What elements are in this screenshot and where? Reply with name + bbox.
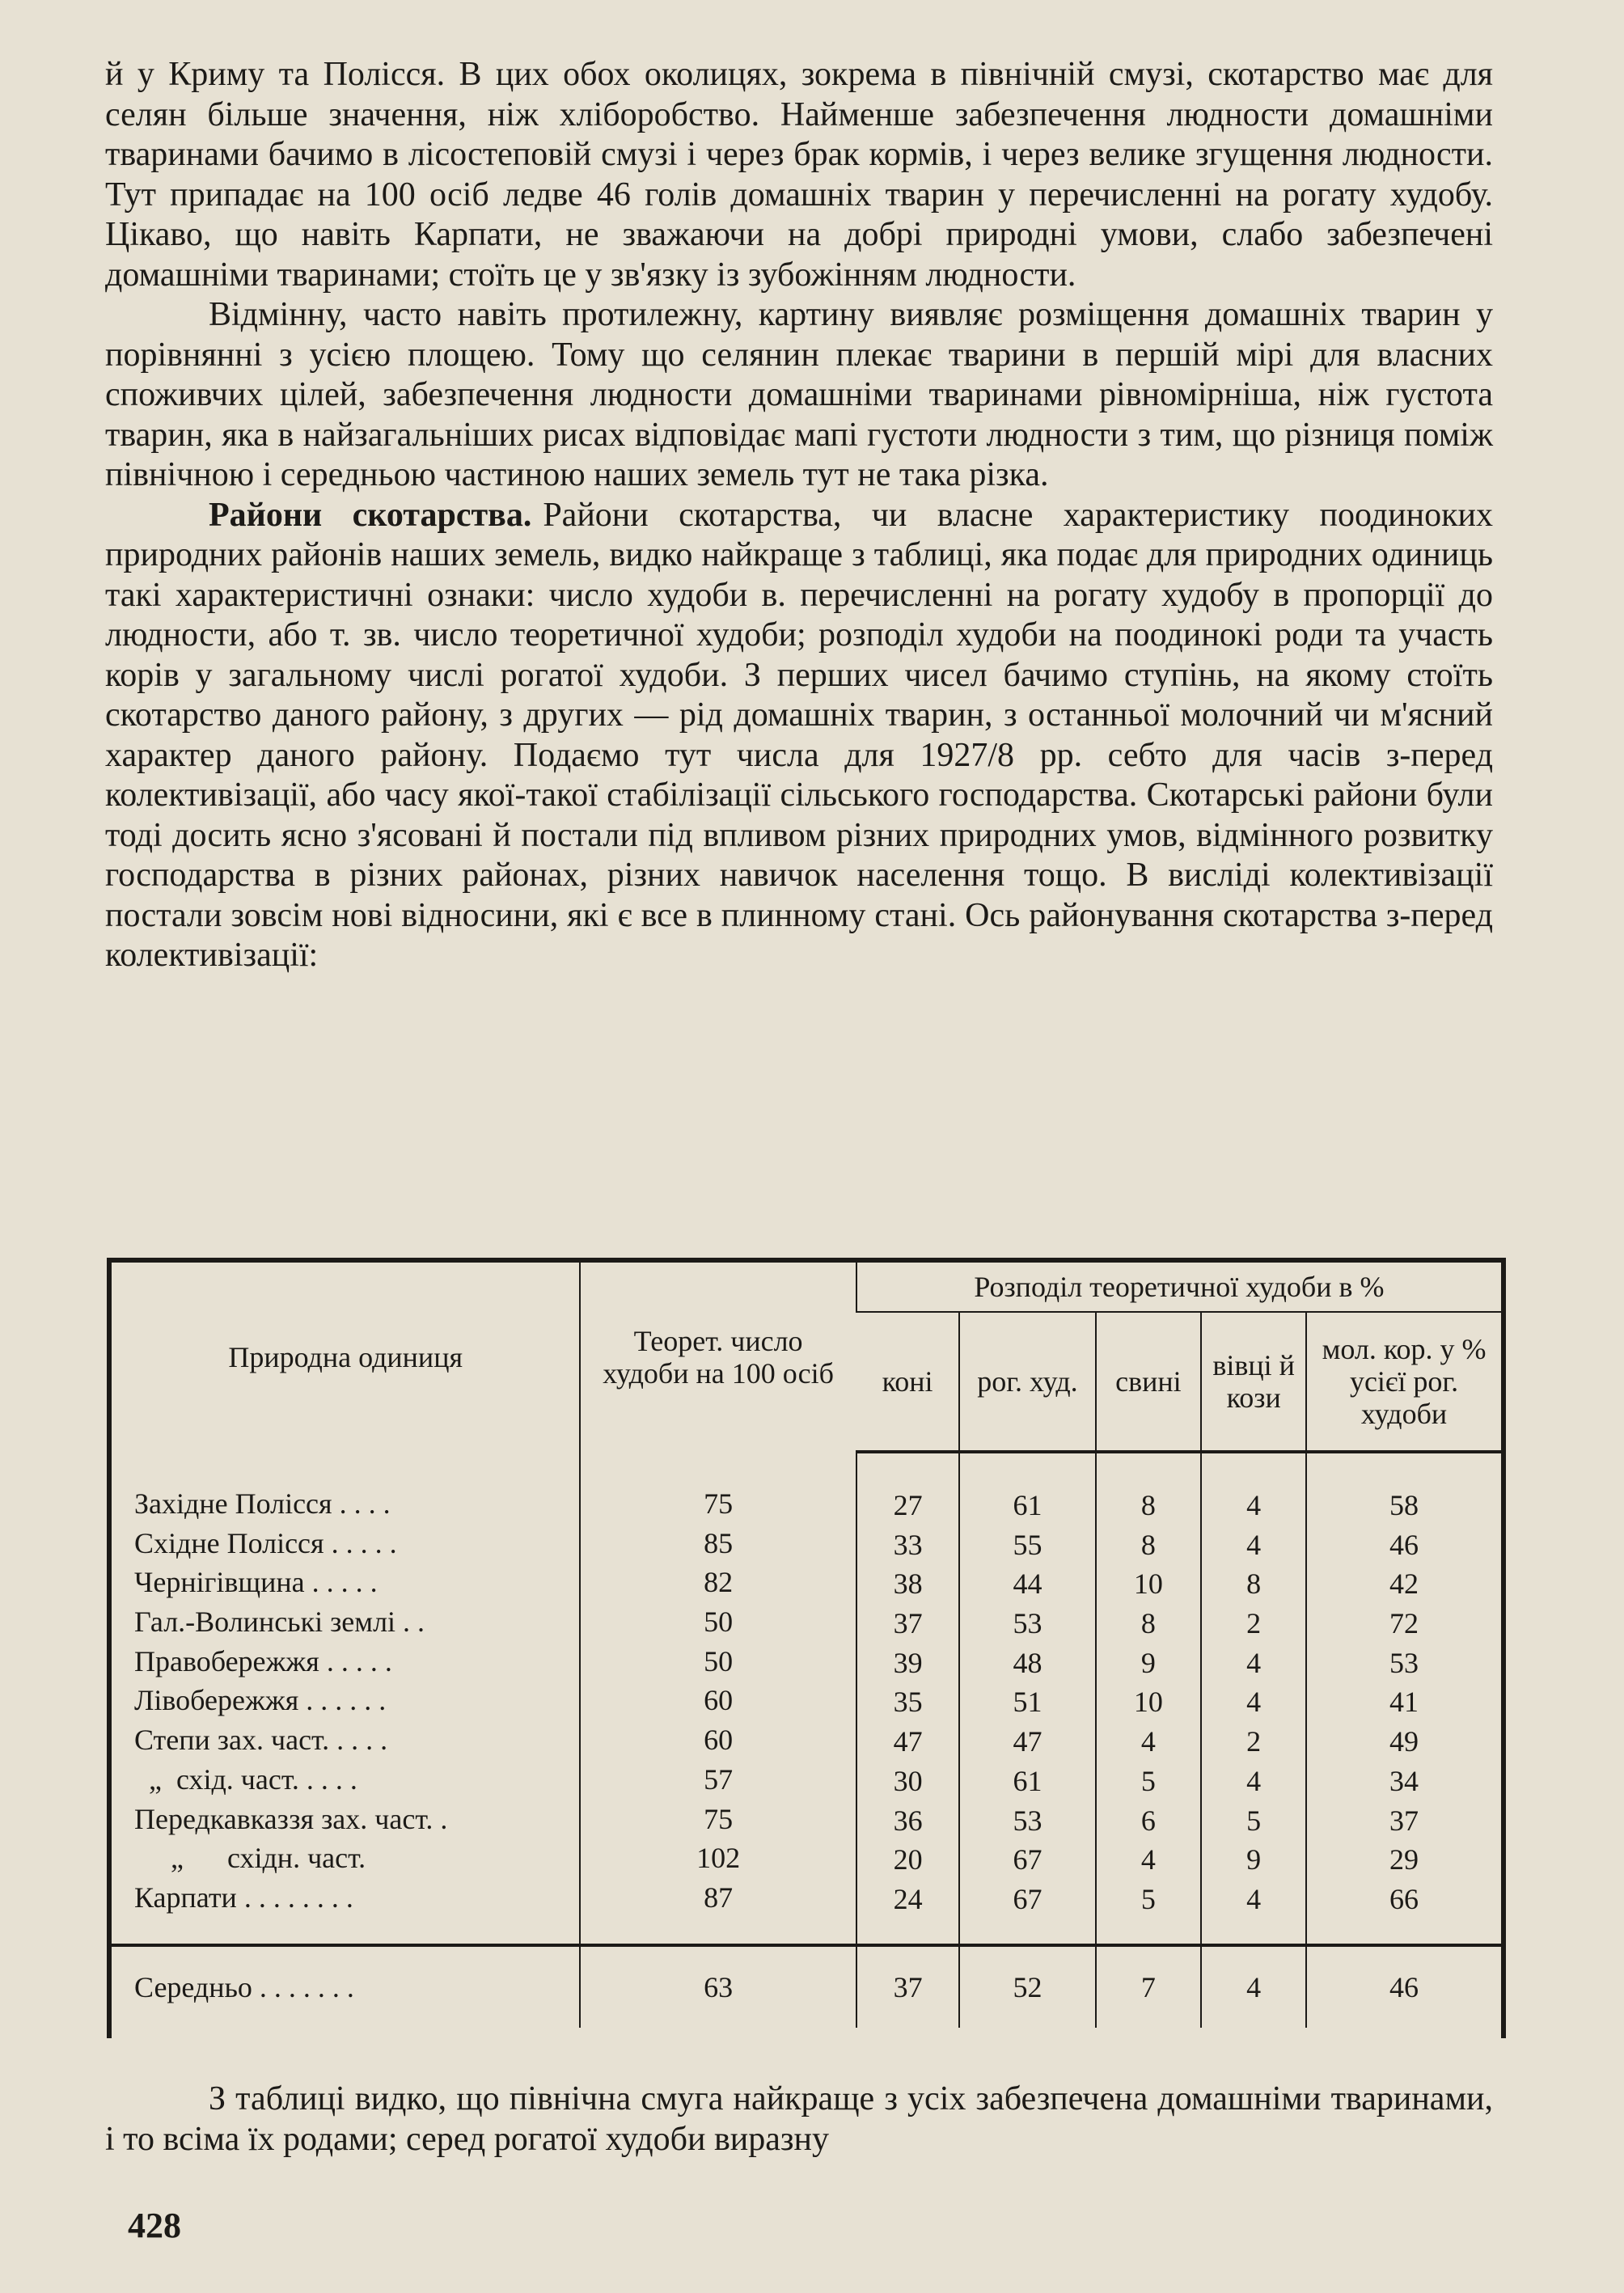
table-cell: 46 <box>1389 1528 1419 1561</box>
table-cell: 5 <box>1140 1882 1156 1915</box>
table-cell: 49 <box>1389 1725 1419 1758</box>
table-cell: 53 <box>1389 1646 1419 1679</box>
table-cell: 50 <box>704 1606 734 1639</box>
table-cell: Гал.-Волинські землі . . <box>134 1606 425 1639</box>
table-cell: 58 <box>1389 1489 1419 1521</box>
table-cell: 8 <box>1140 1489 1156 1521</box>
table-cell: 38 <box>893 1567 923 1601</box>
table-cell: 36 <box>893 1804 923 1837</box>
pigs-column <box>1097 1486 1201 1919</box>
closing-text <box>105 2079 1493 2160</box>
table-cell: 8 <box>1246 1567 1262 1601</box>
table-cell: 55 <box>1013 1528 1042 1561</box>
table-cell: 4 <box>1246 1764 1262 1797</box>
header-theoretical: Теорет. число худоби на 100 осіб <box>580 1263 856 1452</box>
page-number: 428 <box>128 2206 181 2245</box>
paragraph: Відмінну, часто навіть протилежну, картину виявляє розміщення домашніх тварин у порівнянні з усією площею. Тому що селянин плекає тварини в першій мірі для власних споживчих цілей, забезпечення людности домашніми тваринами рівномірніша, ніж густота тварин, яка в найзагальніших рисах відповідає мапі густоти людности з тим, що різниця поміж північною і середньою частиною наших земель тут не така різка. <box>105 296 1493 493</box>
table-cell: 4 <box>1246 1489 1262 1521</box>
theoretical-column <box>581 1484 855 1918</box>
table-cell: 50 <box>704 1644 734 1677</box>
body-text <box>105 55 1493 976</box>
table-cell: 34 <box>1389 1764 1419 1797</box>
header-cattle: рог. худ. <box>959 1312 1095 1452</box>
table-cell: 20 <box>893 1843 923 1876</box>
table-cell: 48 <box>1013 1646 1042 1679</box>
dairy-column <box>1307 1486 1501 1919</box>
average-pigs: 7 <box>1096 1945 1202 2028</box>
table-cell: 61 <box>1013 1489 1042 1521</box>
table-cell: 10 <box>1133 1686 1163 1719</box>
table-cell: 8 <box>1140 1528 1156 1561</box>
header-dairy: мол. кор. у % усієї рог. худоби <box>1306 1312 1501 1452</box>
table-cell: 5 <box>1140 1764 1156 1797</box>
average-horses: 37 <box>856 1945 960 2028</box>
table-cell: Передкавказзя зах. част. . <box>134 1802 448 1835</box>
average-dairy: 46 <box>1306 1945 1501 2028</box>
horses-column <box>857 1486 959 1919</box>
table-cell: 47 <box>1013 1725 1042 1758</box>
section-text: Райони скотарства, чи власне характеристику поодиноких природних районів наших земель, видко найкраще з таблиці, яка подає для природних одиниць такі характеристичні ознаки: число худоби в. перечисленні на рогату худобу в пропорції до людности, або т. зв. число теоретичної худоби; розподіл худоби на поодинокі роди та участь корів у загальному числі рогатої худоби. З перших чисел бачимо ступінь, на якому стоїть скотарство даного району, з других — рід домашніх тварин, з останньої молочний чи м'ясний характер даного району. Подаємо тут числа для 1927/8 рр. себто для часів з-перед колективізації, або часу якої-такої стабілізації сільського господарства. Скотарські райони були тоді досить ясно з'ясовані й постали під впливом різних природних умов, відмінного розвитку господарства в різних районах, різних навичок населення тощо. В висліді колективізації постали зовсім нові відносини, які є все в плинному стані. Ось районування скотарства з-перед колективізації: <box>105 496 1493 974</box>
table-cell: 75 <box>704 1487 734 1520</box>
table-cell: 4 <box>1140 1725 1156 1758</box>
average-row <box>112 1945 1501 2028</box>
header-distribution: Розподіл теоретичної худоби в % <box>856 1263 1501 1312</box>
table-cell: 2 <box>1246 1607 1262 1640</box>
livestock-table <box>107 1258 1506 2038</box>
table-cell: 29 <box>1389 1843 1419 1876</box>
table-cell: 5 <box>1246 1804 1262 1837</box>
table-cell: 2 <box>1246 1725 1262 1758</box>
table-cell: 41 <box>1389 1686 1419 1719</box>
table-cell: 4 <box>1140 1843 1156 1876</box>
table-cell: 4 <box>1246 1528 1262 1561</box>
table-cell: 4 <box>1246 1686 1262 1719</box>
header-unit: Природна одиниця <box>228 1341 463 1373</box>
table-cell: 60 <box>704 1684 734 1717</box>
section-heading: Райони скотарства. <box>209 496 532 534</box>
table-cell: 51 <box>1013 1686 1042 1719</box>
table-cell: 33 <box>893 1528 923 1561</box>
table-cell: 6 <box>1140 1804 1156 1837</box>
table-cell: 35 <box>893 1686 923 1719</box>
unit-column <box>112 1484 579 1918</box>
table-cell: 57 <box>704 1762 734 1796</box>
paragraph: й у Криму та Полісся. В цих обох околицях, зокрема в північній смузі, скотарство має для селян більше значення, ніж хліборобство. Найменше забезпечення людности домашніми тваринами бачимо в лісостеповій смузі і через брак кормів, і через велике згущення людности. Тут припадає на 100 осіб ледве 46 голів домашніх тварин у перечисленні на рогату худобу. Цікаво, що навіть Карпати, не зважаючи на добрі природні умови, слабо забезпечені домашніми тваринами; стоїть це у зв'язку із зубожінням людности. <box>105 56 1493 294</box>
average-cattle: 52 <box>959 1945 1095 2028</box>
table-cell: „ східн. част. <box>134 1842 366 1875</box>
sheep-column <box>1202 1486 1305 1919</box>
average-theoretical: 63 <box>580 1945 856 2028</box>
table-cell: 66 <box>1389 1882 1419 1915</box>
average-label: Середньо . . . . . . . <box>112 1945 580 2028</box>
paragraph: З таблиці видко, що північна смуга найкраще з усіх забезпечена домашніми тваринами, і то всіма їх родами; серед рогатої худоби виразну <box>105 2080 1493 2158</box>
table-cell: 44 <box>1013 1567 1042 1601</box>
table-cell: 53 <box>1013 1804 1042 1837</box>
table-cell: 4 <box>1246 1646 1262 1679</box>
table-cell: 61 <box>1013 1764 1042 1797</box>
section-paragraph <box>105 496 1493 976</box>
table-cell: Лівобережжя . . . . . . <box>134 1684 387 1717</box>
table-cell: Східне Полісся . . . . . <box>134 1526 397 1559</box>
table-cell: 102 <box>696 1842 741 1875</box>
table-cell: 87 <box>704 1881 734 1914</box>
table-cell: Правобережжя . . . . . <box>134 1644 392 1677</box>
table-cell: 67 <box>1013 1882 1042 1915</box>
table-cell: 10 <box>1133 1567 1163 1601</box>
table-cell: Чернігівщина . . . . . <box>134 1566 378 1599</box>
table-cell: 8 <box>1140 1607 1156 1640</box>
table-cell: 42 <box>1389 1567 1419 1601</box>
table-cell: 60 <box>704 1724 734 1757</box>
header-horses: коні <box>856 1312 960 1452</box>
table-cell: 9 <box>1140 1646 1156 1679</box>
table-cell: 47 <box>893 1725 923 1758</box>
cattle-column <box>960 1486 1094 1919</box>
table-cell: 24 <box>893 1882 923 1915</box>
table-cell: Західне Полісся . . . . <box>134 1487 391 1520</box>
table-cell: Карпати . . . . . . . . <box>134 1881 353 1914</box>
table-cell: 85 <box>704 1526 734 1559</box>
table-cell: 75 <box>704 1802 734 1835</box>
header-sheep: вівці й кози <box>1201 1312 1306 1452</box>
table-cell: 67 <box>1013 1843 1042 1876</box>
table-cell: „ схід. част. . . . . <box>134 1762 357 1796</box>
average-sheep: 4 <box>1201 1945 1306 2028</box>
table-cell: Степи зах. част. . . . . <box>134 1724 388 1757</box>
table-cell: 53 <box>1013 1607 1042 1640</box>
table-cell: 37 <box>893 1607 923 1640</box>
table-cell: 4 <box>1246 1882 1262 1915</box>
table-cell: 72 <box>1389 1607 1419 1640</box>
table-cell: 39 <box>893 1646 923 1679</box>
table-cell: 82 <box>704 1566 734 1599</box>
table-cell: 9 <box>1246 1843 1262 1876</box>
table-cell: 27 <box>893 1489 923 1521</box>
table-cell: 30 <box>893 1764 923 1797</box>
header-pigs: свині <box>1096 1312 1202 1452</box>
table-cell: 37 <box>1389 1804 1419 1837</box>
